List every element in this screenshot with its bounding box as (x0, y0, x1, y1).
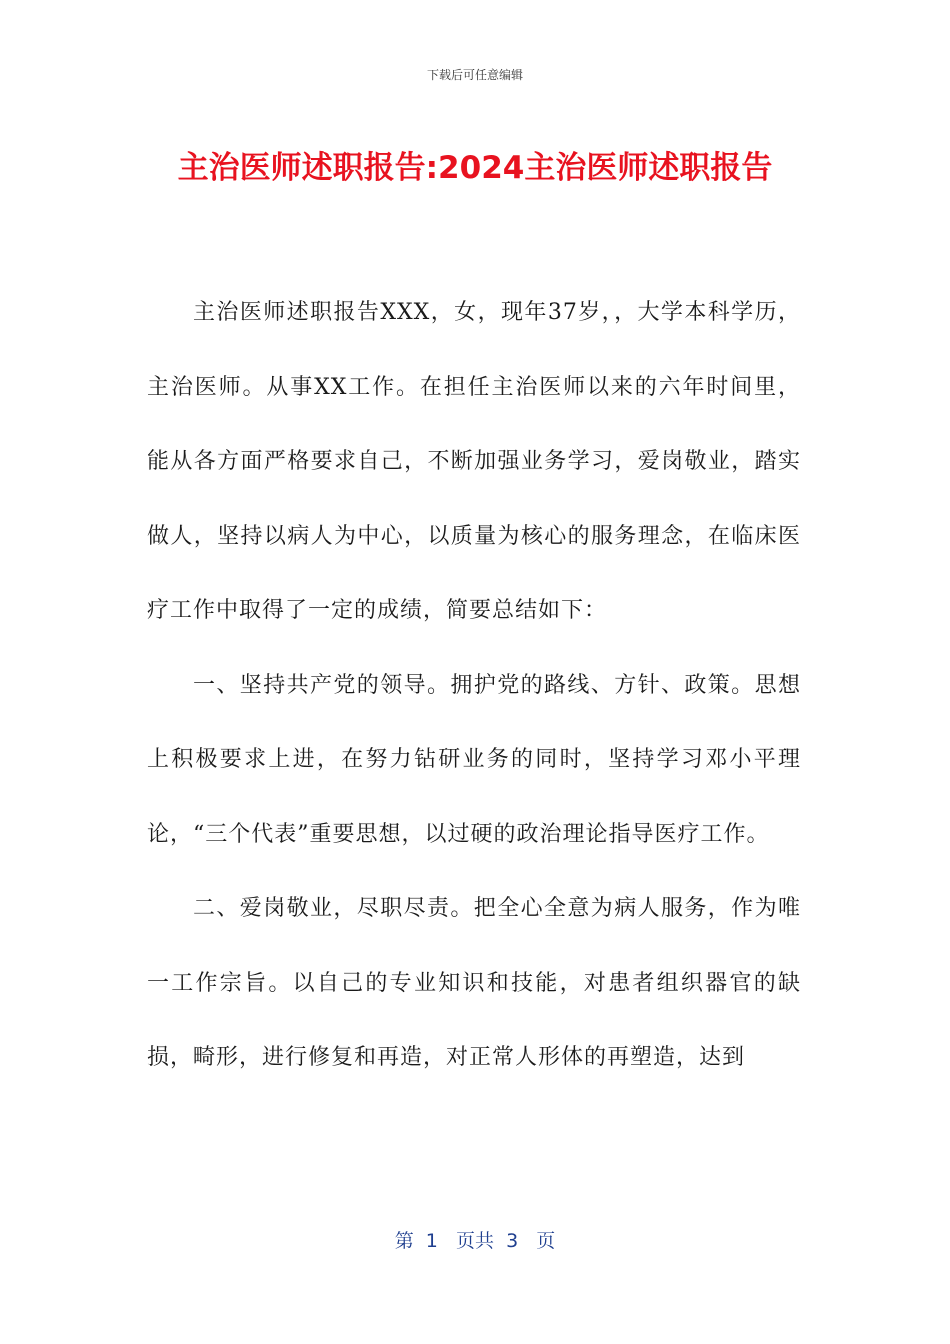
body-paragraph-3: 二、爱岗敬业，尽职尽责。把全心全意为病人服务，作为唯一工作宗旨。以自己的专业知识和技能，对患者组织器官的缺损，畸形，进行修复和再造，对正常人形体的再塑造，达到 (147, 896, 801, 1070)
document-body (147, 276, 801, 1096)
document-title: 主治医师述职报告:2024主治医师述职报告 (177, 150, 773, 186)
header-note: 下载后可任意编辑 (426, 68, 523, 82)
body-paragraph-2: 一、坚持共产党的领导。拥护党的路线、方针、政策。思想上积极要求上进，在努力钻研业务的同时，坚持学习邓小平理论，“三个代表”重要思想，以过硬的政治理论指导医疗工作。 (147, 672, 801, 847)
body-paragraph-1: 主治医师述职报告XXX，女，现年37岁，，大学本科学历，主治医师。从事XX工作。在担任主治医师以来的六年时间里，能从各方面严格要求自己，不断加强业务学习，爱岗敬业，踏实做人，坚持以病人为中心，以质量为核心的服务理念，在临床医疗工作中取得了一定的成绩，简要总结如下： (147, 300, 801, 623)
page-footer: 第 1 页共 3 页 (394, 1230, 556, 1252)
